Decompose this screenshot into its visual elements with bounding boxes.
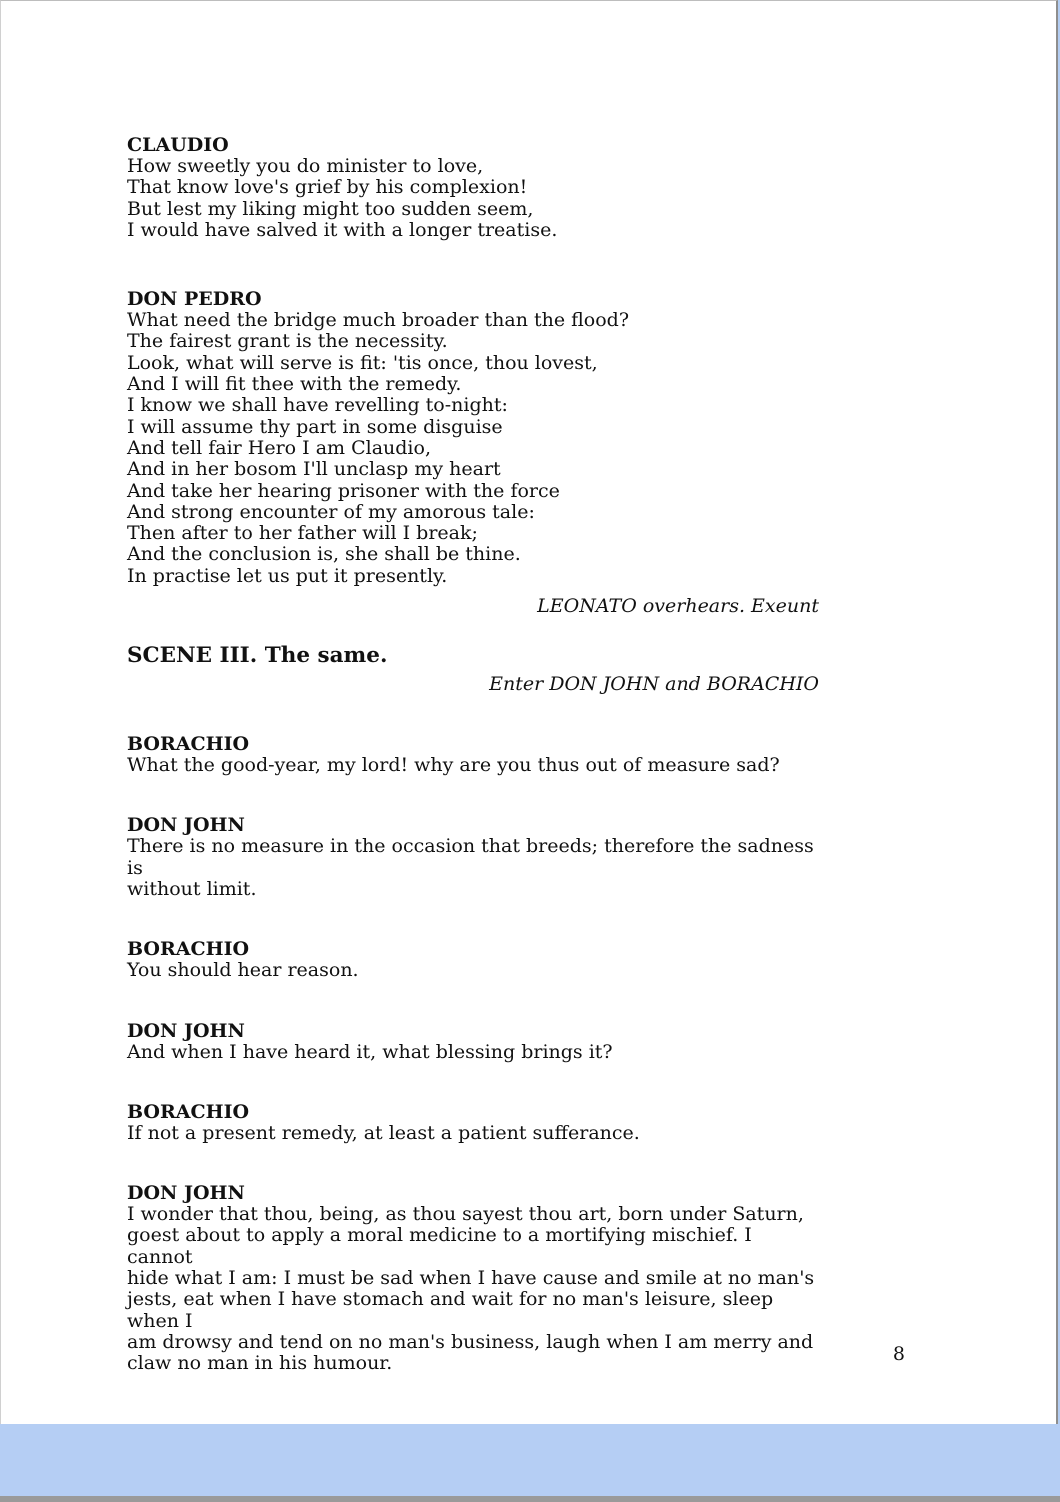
speech-text: There is no measure in the occasion that breeds; therefore the sadness is without limit. [127, 835, 814, 900]
stage-direction: Enter DON JOHN and BORACHIO [489, 673, 819, 696]
speech-text: And when I have heard it, what blessing brings it? [127, 1040, 613, 1063]
speech-text: What need the bridge much broader than the flood? The fairest grant is the necessity. Look, what will serve is fit: 'tis once, thou lovest, And I will fit thee with the remedy. I know we shall have revelling to-night: I will assume thy part in some disguise And tell fair Hero I am Claudio, And in her bosom I'll unclasp my heart And take her hearing prisoner with the force And strong encounter of my amorous tale: Then after to her father will I break; And the conclusion is, she shall be thine. In practise let us put it presently. [127, 309, 630, 587]
page-number: 8 [892, 1343, 905, 1365]
speech-don-john [127, 815, 819, 900]
viewer-scrollbar-edge [0, 1496, 1060, 1502]
speaker-name: BORACHIO [127, 938, 250, 961]
speech-text: What the good-year, my lord! why are you thus out of measure sad? [127, 754, 780, 777]
speaker-name: BORACHIO [127, 733, 250, 756]
speech-don-pedro [127, 289, 819, 587]
speech-borachio [127, 939, 819, 981]
stage-direction: LEONATO overhears. Exeunt [537, 595, 819, 618]
speech-text: You should hear reason. [127, 959, 359, 982]
speaker-name: DON JOHN [127, 814, 245, 837]
speech-don-john [127, 1183, 819, 1374]
speech-borachio [127, 1102, 819, 1144]
speaker-name: DON JOHN [127, 1182, 245, 1205]
scene-title: SCENE III. The same. [127, 643, 388, 669]
speech-don-john [127, 1021, 819, 1063]
speaker-name: DON JOHN [127, 1019, 245, 1042]
viewer-background [0, 1424, 1060, 1502]
page-content [127, 135, 819, 1375]
speech-text: I wonder that thou, being, as thou sayest thou art, born under Saturn, goest about to apply a moral medicine to a mortifying mischief. I cannot hide what I am: I must be sad when I have cause and smile at no man's jests, eat when I have stomach and wait for no man's leisure, sleep when I am drowsy and tend on no man's business, laugh when I am merry and claw no man in his humour. [127, 1203, 815, 1375]
speaker-name: CLAUDIO [127, 134, 229, 156]
speech-text: How sweetly you do minister to love, That know love's grief by his complexion! But lest my liking might too sudden seem, I would have salved it with a longer treatise. [127, 155, 558, 241]
speech-claudio [127, 135, 819, 241]
speaker-name: DON PEDRO [127, 288, 262, 311]
speaker-name: BORACHIO [127, 1100, 250, 1123]
speech-text: If not a present remedy, at least a patient sufferance. [127, 1121, 640, 1144]
speech-borachio [127, 734, 819, 776]
